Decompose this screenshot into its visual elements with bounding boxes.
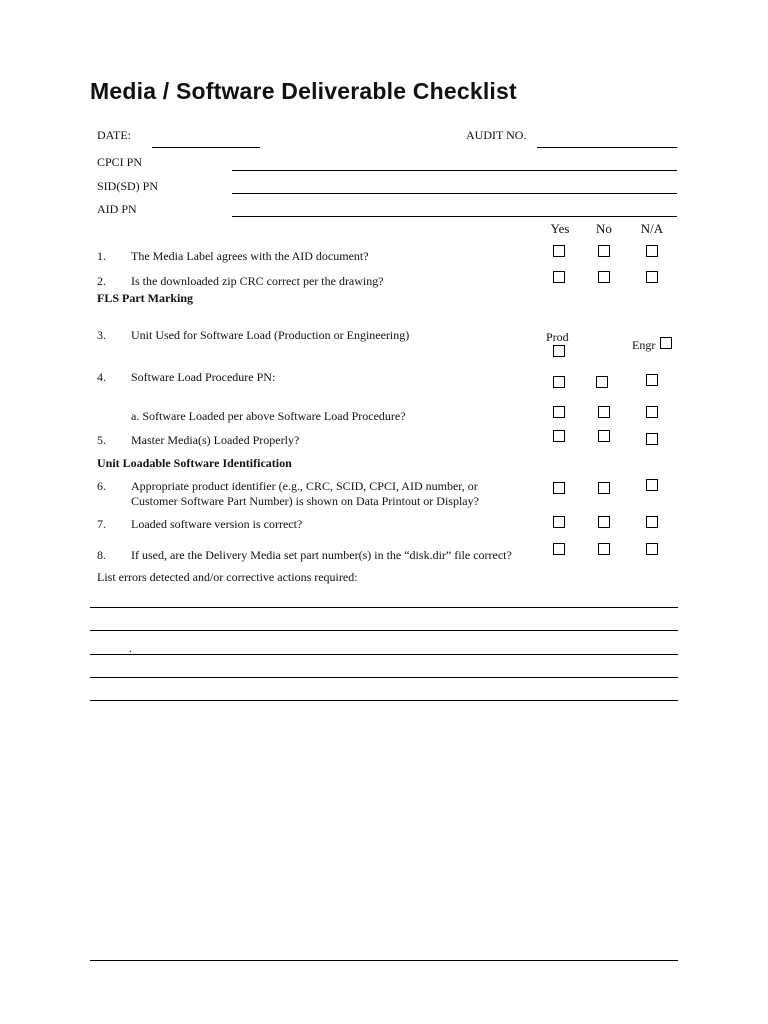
errors-line-5[interactable] [90, 700, 678, 701]
item-1-no-checkbox[interactable] [598, 245, 610, 257]
item-3-prod-label: Prod [546, 330, 569, 344]
item-4-number: 4. [97, 370, 106, 384]
item-1-yes-checkbox[interactable] [553, 245, 565, 257]
date-label: DATE: [97, 128, 131, 142]
item-2-na-checkbox[interactable] [646, 271, 658, 283]
stray-dot: . [129, 641, 132, 655]
item-3-text: Unit Used for Software Load (Production or Engineering) [131, 328, 410, 342]
aid-label: AID PN [97, 202, 137, 216]
item-4-yes-checkbox[interactable] [553, 376, 565, 388]
item-7-no-checkbox[interactable] [598, 516, 610, 528]
item-1-na-checkbox[interactable] [646, 245, 658, 257]
item-6-na-checkbox[interactable] [646, 479, 658, 491]
item-6-text-line1: Appropriate product identifier (e.g., CRC, SCID, CPCI, AID number, or [131, 479, 478, 493]
item-7-number: 7. [97, 517, 106, 531]
audit-label: AUDIT NO. [466, 128, 527, 142]
item-8-number: 8. [97, 548, 106, 562]
audit-field[interactable] [537, 147, 677, 148]
item-5-no-checkbox[interactable] [598, 430, 610, 442]
errors-line-3[interactable] [90, 654, 678, 655]
col-yes: Yes [550, 221, 570, 236]
item-4-na-checkbox[interactable] [646, 374, 658, 386]
item-6-yes-checkbox[interactable] [553, 482, 565, 494]
aid-field[interactable] [232, 216, 677, 217]
item-8-no-checkbox[interactable] [598, 543, 610, 555]
sid-field[interactable] [232, 193, 677, 194]
section-unit-loadable-heading: Unit Loadable Software Identification [97, 456, 292, 470]
item-4a-na-checkbox[interactable] [646, 406, 658, 418]
item-8-yes-checkbox[interactable] [553, 543, 565, 555]
item-3-number: 3. [97, 328, 106, 342]
item-6-no-checkbox[interactable] [598, 482, 610, 494]
date-field[interactable] [152, 147, 260, 148]
item-2-no-checkbox[interactable] [598, 271, 610, 283]
page-title: Media / Software Deliverable Checklist [90, 78, 517, 104]
item-8-text: If used, are the Delivery Media set part number(s) in the “disk.dir” file correct? [131, 548, 512, 562]
item-4-no-checkbox[interactable] [596, 376, 608, 388]
item-4a-text: a. Software Loaded per above Software Load Procedure? [131, 409, 406, 423]
item-7-text: Loaded software version is correct? [131, 517, 303, 531]
item-3-prod-checkbox[interactable] [553, 345, 565, 357]
item-4a-yes-checkbox[interactable] [553, 406, 565, 418]
item-7-na-checkbox[interactable] [646, 516, 658, 528]
errors-line-4[interactable] [90, 677, 678, 678]
item-5-yes-checkbox[interactable] [553, 430, 565, 442]
item-2-number: 2. [97, 274, 106, 288]
item-4a-no-checkbox[interactable] [598, 406, 610, 418]
item-4-text: Software Load Procedure PN: [131, 370, 276, 384]
errors-label: List errors detected and/or corrective actions required: [97, 570, 358, 584]
item-2-text: Is the downloaded zip CRC correct per the drawing? [131, 274, 384, 288]
item-1-number: 1. [97, 249, 106, 263]
item-5-na-checkbox[interactable] [646, 433, 658, 445]
item-7-yes-checkbox[interactable] [553, 516, 565, 528]
item-5-text: Master Media(s) Loaded Properly? [131, 433, 300, 447]
item-8-na-checkbox[interactable] [646, 543, 658, 555]
item-2-yes-checkbox[interactable] [553, 271, 565, 283]
col-na: N/A [640, 221, 664, 236]
section-fls-heading: FLS Part Marking [97, 291, 193, 305]
footer-divider [90, 960, 678, 961]
item-6-text-line2: Customer Software Part Number) is shown on Data Printout or Display? [131, 494, 479, 508]
col-no: No [596, 221, 612, 236]
item-5-number: 5. [97, 433, 106, 447]
item-6-number: 6. [97, 479, 106, 493]
item-3-engr-checkbox[interactable] [660, 337, 672, 349]
item-1-text: The Media Label agrees with the AID document? [131, 249, 369, 263]
cpci-field[interactable] [232, 170, 677, 171]
sid-label: SID(SD) PN [97, 179, 159, 193]
item-3-engr-label: Engr [632, 338, 656, 352]
errors-line-1[interactable] [90, 607, 678, 608]
cpci-label: CPCI PN [97, 155, 143, 169]
errors-line-2[interactable] [90, 630, 678, 631]
